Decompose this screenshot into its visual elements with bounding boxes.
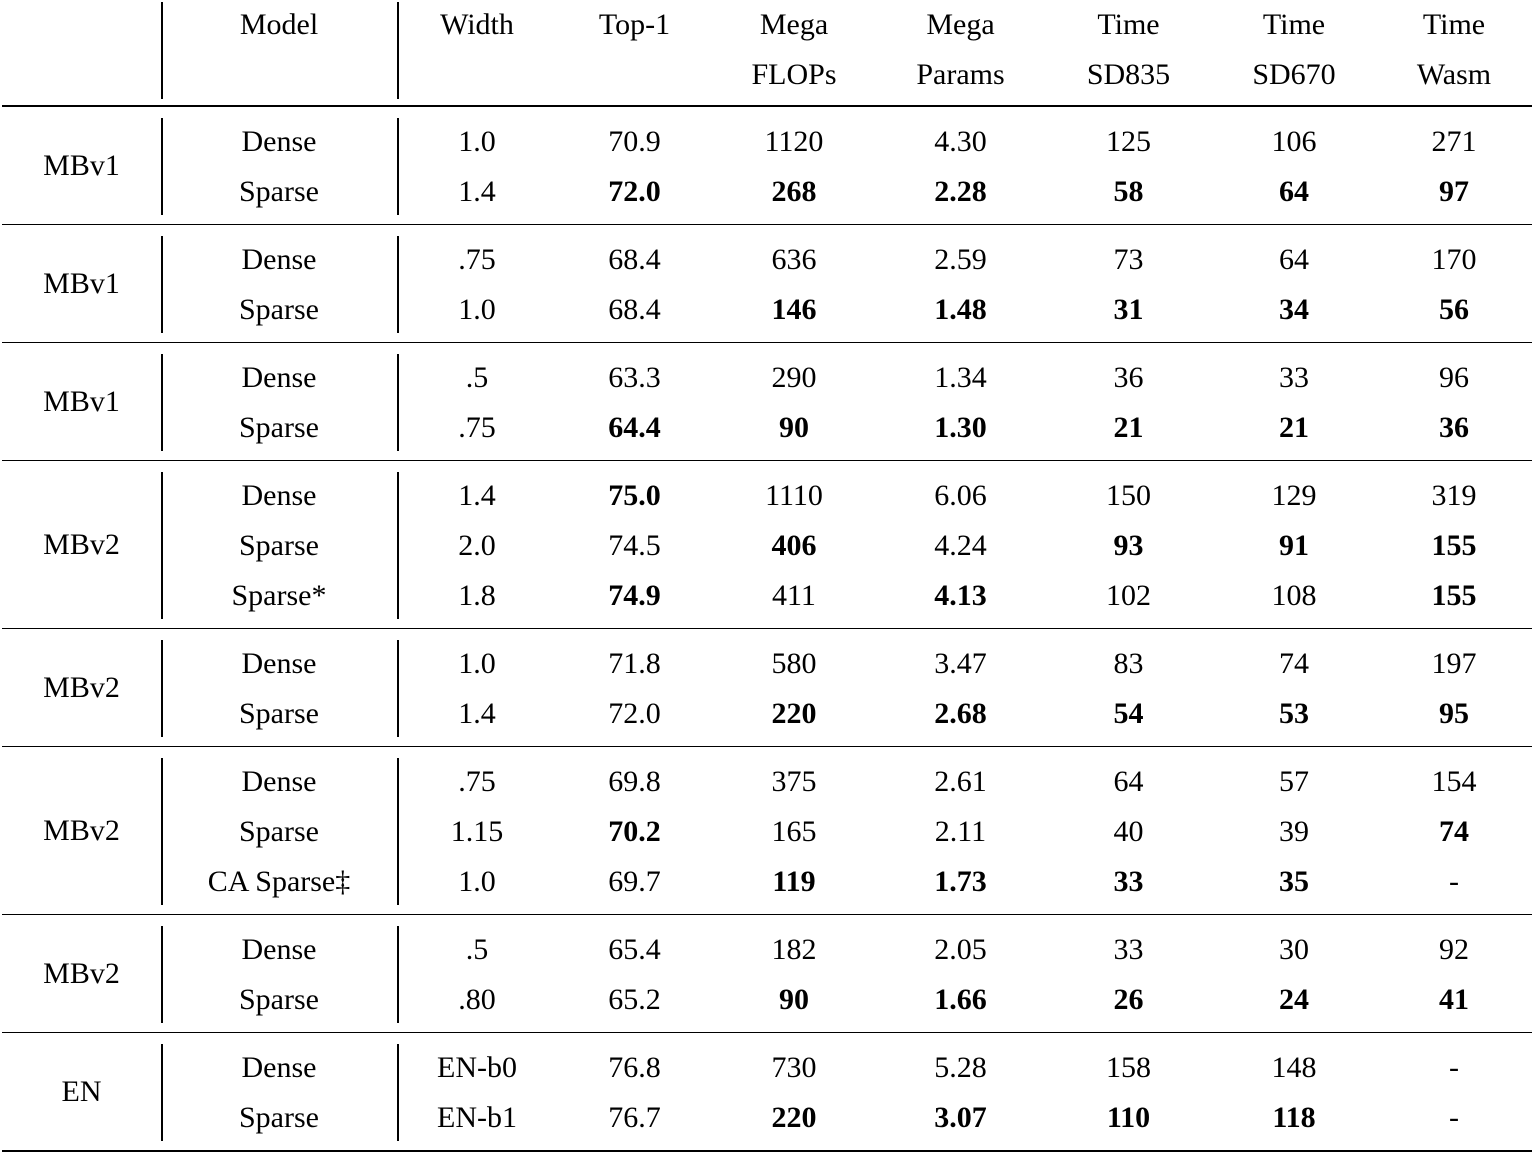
cell-time-wasm: 56 <box>1439 293 1469 326</box>
cell-mega-flops: 165 <box>771 815 817 848</box>
column-divider <box>161 926 163 1023</box>
cell-time-sd835: 125 <box>1106 125 1151 158</box>
cell-mega-params: 4.30 <box>934 125 987 158</box>
cell-model: Sparse <box>239 293 319 326</box>
table-row <box>2 1093 1532 1143</box>
cell-mega-flops: 90 <box>779 411 809 444</box>
cell-time-wasm: - <box>1449 865 1459 898</box>
cell-model: Sparse* <box>231 579 327 612</box>
cell-width: .75 <box>458 765 496 798</box>
row-group <box>2 1033 1532 1152</box>
table-row <box>2 471 1532 521</box>
cell-time-sd670: 64 <box>1279 175 1309 208</box>
header-line: Mega <box>926 8 995 41</box>
table-body <box>2 107 1532 1152</box>
cell-mega-flops: 290 <box>771 361 817 394</box>
cell-top1: 69.8 <box>608 765 661 798</box>
cell-time-wasm: - <box>1449 1051 1459 1084</box>
group-label: MBv1 <box>43 148 120 182</box>
cell-time-sd670: 39 <box>1279 815 1309 848</box>
row-group <box>2 629 1532 747</box>
cell-time-sd835: 73 <box>1113 243 1144 276</box>
table-row <box>2 235 1532 285</box>
cell-time-sd670: 24 <box>1279 983 1309 1016</box>
cell-time-wasm: 155 <box>1431 579 1477 612</box>
cell-time-sd835: 158 <box>1106 1051 1151 1084</box>
header-line <box>557 50 712 100</box>
cell-time-sd835: 26 <box>1113 983 1144 1016</box>
cell-time-sd670: 34 <box>1279 293 1309 326</box>
cell-time-wasm: 197 <box>1431 647 1477 680</box>
cell-time-sd835: 64 <box>1113 765 1144 798</box>
cell-model: Sparse <box>239 529 319 562</box>
cell-time-wasm: 41 <box>1439 983 1469 1016</box>
table-row <box>2 167 1532 217</box>
table-row <box>2 521 1532 571</box>
cell-top1: 74.9 <box>608 579 661 612</box>
header-line: Top-1 <box>598 8 671 41</box>
cell-time-wasm: 92 <box>1439 933 1469 966</box>
cell-width: 2.0 <box>458 529 496 562</box>
cell-mega-flops: 1120 <box>764 125 824 158</box>
cell-width: 1.0 <box>458 125 496 158</box>
table-row <box>2 285 1532 335</box>
column-divider <box>161 758 163 905</box>
cell-time-sd670: 148 <box>1271 1051 1317 1084</box>
cell-mega-flops: 220 <box>771 1101 817 1134</box>
cell-model: Sparse <box>239 1101 319 1134</box>
cell-model: Sparse <box>239 175 319 208</box>
header-time-wasm <box>1376 0 1532 105</box>
cell-width: .75 <box>458 243 496 276</box>
cell-top1: 70.9 <box>608 125 661 158</box>
cell-width: EN-b0 <box>437 1051 517 1084</box>
cell-top1: 72.0 <box>608 697 661 730</box>
cell-time-wasm: 271 <box>1431 125 1477 158</box>
cell-width: .5 <box>465 933 489 966</box>
column-divider <box>397 640 399 737</box>
cell-mega-params: 3.47 <box>934 647 987 680</box>
cell-time-wasm: 96 <box>1439 361 1469 394</box>
header-line: Params <box>916 58 1005 91</box>
header-line: Wasm <box>1416 58 1492 91</box>
group-label: MBv2 <box>43 670 120 704</box>
column-divider <box>397 1044 399 1141</box>
cell-time-sd835: 36 <box>1113 361 1144 394</box>
cell-time-sd835: 54 <box>1113 697 1144 730</box>
cell-time-sd835: 21 <box>1113 411 1144 444</box>
row-group <box>2 225 1532 343</box>
group-label: EN <box>61 1074 102 1108</box>
row-group <box>2 107 1532 225</box>
header-line <box>2 50 161 100</box>
cell-mega-params: 1.34 <box>934 361 987 394</box>
row-group <box>2 461 1532 629</box>
cell-top1: 70.2 <box>608 815 661 848</box>
cell-model: Sparse <box>239 983 319 1016</box>
cell-mega-flops: 730 <box>771 1051 817 1084</box>
row-group <box>2 915 1532 1033</box>
cell-model: Sparse <box>239 815 319 848</box>
header-line: Model <box>239 8 319 41</box>
header-line: Time <box>1097 8 1160 41</box>
cell-time-sd670: 74 <box>1279 647 1309 680</box>
cell-time-sd670: 33 <box>1279 361 1309 394</box>
cell-time-sd835: 58 <box>1113 175 1144 208</box>
cell-time-wasm: 319 <box>1431 479 1477 512</box>
cell-time-sd670: 21 <box>1279 411 1309 444</box>
cell-mega-flops: 406 <box>771 529 817 562</box>
cell-time-sd670: 91 <box>1279 529 1309 562</box>
cell-model: Dense <box>241 479 317 512</box>
header-line: Width <box>440 8 514 41</box>
cell-time-wasm: 36 <box>1439 411 1469 444</box>
cell-time-sd670: 129 <box>1271 479 1317 512</box>
header-mega-params <box>876 0 1045 105</box>
column-divider <box>161 2 163 99</box>
cell-model: Dense <box>241 765 317 798</box>
cell-mega-flops: 636 <box>771 243 817 276</box>
cell-model: Dense <box>241 125 317 158</box>
cell-time-sd670: 108 <box>1271 579 1317 612</box>
group-label: MBv2 <box>43 956 120 990</box>
cell-time-sd835: 150 <box>1106 479 1151 512</box>
cell-time-wasm: - <box>1449 1101 1459 1134</box>
cell-time-sd670: 53 <box>1279 697 1309 730</box>
cell-top1: 64.4 <box>608 411 661 444</box>
cell-width: EN-b1 <box>437 1101 517 1134</box>
group-label: MBv1 <box>43 266 120 300</box>
cell-mega-params: 2.05 <box>934 933 987 966</box>
cell-time-sd835: 40 <box>1113 815 1144 848</box>
table-row <box>2 639 1532 689</box>
header-model <box>161 0 397 105</box>
row-group <box>2 343 1532 461</box>
cell-mega-params: 2.28 <box>934 175 987 208</box>
cell-time-sd835: 33 <box>1113 865 1144 898</box>
cell-width: 1.15 <box>450 815 504 848</box>
column-divider <box>161 472 163 619</box>
column-divider <box>397 118 399 215</box>
cell-mega-params: 2.68 <box>934 697 987 730</box>
cell-time-wasm: 155 <box>1431 529 1477 562</box>
cell-mega-params: 1.73 <box>934 865 987 898</box>
cell-time-sd835: 102 <box>1106 579 1151 612</box>
column-divider <box>397 926 399 1023</box>
cell-time-wasm: 95 <box>1439 697 1469 730</box>
cell-mega-params: 1.66 <box>934 983 987 1016</box>
cell-top1: 75.0 <box>608 479 661 512</box>
column-divider <box>161 236 163 333</box>
cell-mega-flops: 411 <box>772 579 816 612</box>
cell-width: .80 <box>458 983 496 1016</box>
cell-mega-params: 5.28 <box>934 1051 987 1084</box>
results-table <box>2 0 1532 1152</box>
cell-width: .5 <box>465 361 489 394</box>
cell-mega-flops: 90 <box>779 983 809 1016</box>
cell-mega-params: 1.30 <box>934 411 987 444</box>
cell-mega-flops: 375 <box>771 765 817 798</box>
cell-top1: 65.2 <box>608 983 661 1016</box>
table-row <box>2 975 1532 1025</box>
cell-top1: 76.7 <box>608 1101 661 1134</box>
header-line <box>2 0 161 50</box>
table-row <box>2 571 1532 621</box>
cell-time-sd670: 35 <box>1279 865 1309 898</box>
cell-top1: 72.0 <box>608 175 661 208</box>
cell-width: .75 <box>458 411 496 444</box>
cell-time-sd670: 30 <box>1279 933 1309 966</box>
column-divider <box>161 1044 163 1141</box>
cell-time-sd835: 110 <box>1106 1101 1151 1134</box>
cell-model: Dense <box>241 243 317 276</box>
group-label: MBv2 <box>43 813 120 847</box>
table-row <box>2 807 1532 857</box>
cell-mega-flops: 119 <box>772 865 816 898</box>
cell-mega-flops: 1110 <box>765 479 823 512</box>
cell-width: 1.4 <box>458 479 496 512</box>
cell-top1: 71.8 <box>608 647 661 680</box>
cell-mega-flops: 580 <box>771 647 817 680</box>
cell-width: 1.4 <box>458 697 496 730</box>
cell-model: Dense <box>241 1051 317 1084</box>
cell-width: 1.4 <box>458 175 496 208</box>
cell-mega-flops: 268 <box>771 175 817 208</box>
row-group <box>2 747 1532 915</box>
header-line: Time <box>1262 8 1326 41</box>
table-row <box>2 925 1532 975</box>
cell-mega-params: 4.13 <box>934 579 987 612</box>
cell-time-wasm: 170 <box>1431 243 1477 276</box>
header-mega-flops <box>712 0 876 105</box>
group-label: MBv2 <box>43 527 120 561</box>
group-label: MBv1 <box>43 384 120 418</box>
column-divider <box>161 354 163 451</box>
column-divider <box>397 758 399 905</box>
cell-model: Sparse <box>239 411 319 444</box>
table-header <box>2 0 1532 107</box>
cell-time-sd835: 33 <box>1113 933 1144 966</box>
cell-time-sd835: 93 <box>1113 529 1144 562</box>
column-divider <box>161 118 163 215</box>
header-top1 <box>557 0 712 105</box>
cell-model: Dense <box>241 361 317 394</box>
header-line: FLOPs <box>751 58 837 91</box>
header-width <box>397 0 557 105</box>
header-line: Time <box>1422 8 1486 41</box>
cell-width: 1.0 <box>458 293 496 326</box>
table-row <box>2 117 1532 167</box>
cell-time-sd670: 118 <box>1272 1101 1316 1134</box>
column-divider <box>397 2 399 99</box>
cell-time-sd670: 106 <box>1271 125 1317 158</box>
cell-top1: 63.3 <box>608 361 661 394</box>
cell-mega-params: 2.59 <box>934 243 987 276</box>
column-divider <box>397 472 399 619</box>
cell-width: 1.0 <box>458 865 496 898</box>
cell-time-sd670: 64 <box>1279 243 1309 276</box>
column-divider <box>397 236 399 333</box>
column-divider <box>397 354 399 451</box>
cell-mega-params: 2.61 <box>934 765 987 798</box>
cell-mega-flops: 220 <box>771 697 817 730</box>
cell-mega-params: 4.24 <box>934 529 987 562</box>
table-row <box>2 403 1532 453</box>
header-line <box>161 50 397 100</box>
cell-time-sd835: 83 <box>1113 647 1144 680</box>
table-row <box>2 757 1532 807</box>
table-row <box>2 1043 1532 1093</box>
cell-model: Sparse <box>239 697 319 730</box>
cell-time-wasm: 74 <box>1439 815 1469 848</box>
cell-mega-flops: 182 <box>771 933 817 966</box>
cell-top1: 76.8 <box>608 1051 661 1084</box>
header-group <box>2 0 161 105</box>
cell-time-sd835: 31 <box>1113 293 1144 326</box>
table-row <box>2 353 1532 403</box>
header-time-sd670 <box>1212 0 1376 105</box>
cell-model: CA Sparse‡ <box>207 865 351 898</box>
header-line: SD670 <box>1252 58 1336 91</box>
cell-mega-flops: 146 <box>771 293 817 326</box>
table-row <box>2 857 1532 907</box>
cell-mega-params: 6.06 <box>934 479 987 512</box>
cell-top1: 68.4 <box>608 293 661 326</box>
cell-mega-params: 3.07 <box>934 1101 987 1134</box>
cell-mega-params: 2.11 <box>934 815 987 848</box>
cell-time-wasm: 97 <box>1439 175 1469 208</box>
cell-model: Dense <box>241 933 317 966</box>
table-row <box>2 689 1532 739</box>
cell-time-wasm: 154 <box>1431 765 1477 798</box>
header-line <box>397 50 557 100</box>
header-time-sd835 <box>1045 0 1212 105</box>
cell-top1: 74.5 <box>608 529 661 562</box>
header-line: SD835 <box>1086 58 1171 91</box>
cell-mega-params: 1.48 <box>934 293 987 326</box>
cell-model: Dense <box>241 647 317 680</box>
cell-time-sd670: 57 <box>1279 765 1309 798</box>
cell-top1: 69.7 <box>608 865 661 898</box>
cell-top1: 65.4 <box>608 933 661 966</box>
cell-top1: 68.4 <box>608 243 661 276</box>
cell-width: 1.8 <box>458 579 496 612</box>
cell-width: 1.0 <box>458 647 496 680</box>
header-line: Mega <box>759 8 829 41</box>
column-divider <box>161 640 163 737</box>
